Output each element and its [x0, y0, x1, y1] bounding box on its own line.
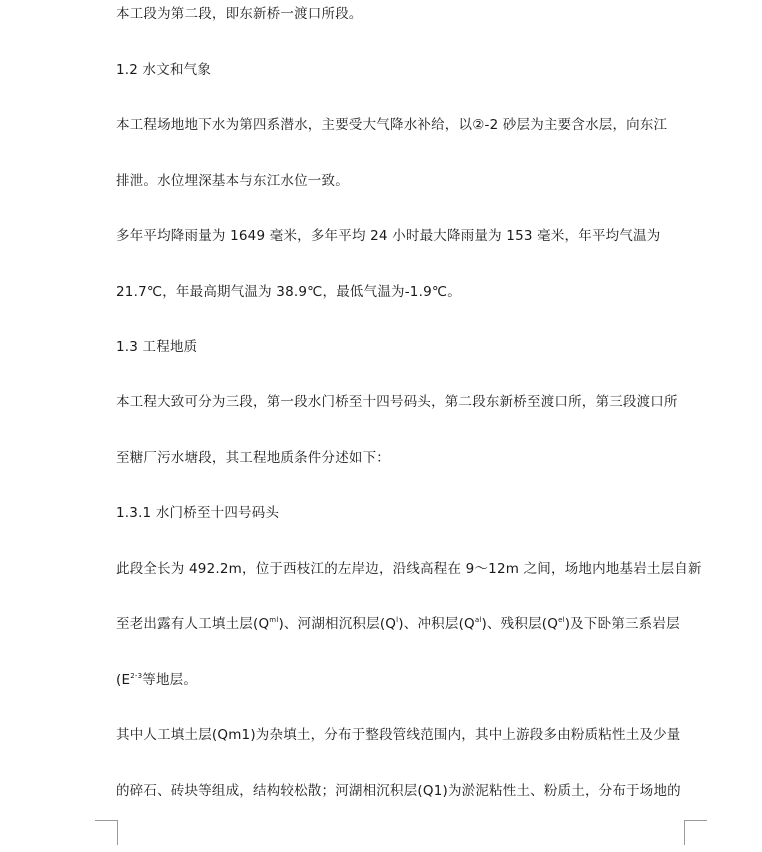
paragraph-line: 本工段为第二段，即东新桥一渡口所段。 — [116, 6, 363, 22]
strata-superscript: el — [558, 616, 565, 624]
paragraph-line: 本工程大致可分为三段，第一段水门桥至十四号码头，第二段东新桥至渡口所，第三段渡口所 — [116, 394, 678, 410]
strata-text: 等地层。 — [142, 672, 198, 688]
strata-text: )、残积层(Q — [481, 616, 559, 632]
page-corner-mark-left — [95, 820, 118, 845]
strata-superscript: al — [474, 616, 482, 624]
subsection-heading: 1.3.1 水门桥至十四号码头 — [116, 505, 280, 521]
paragraph-line: 至糖厂污水塘段，其工程地质条件分述如下： — [116, 450, 390, 466]
paragraph-line: 21.7℃，年最高期气温为 38.9℃，最低气温为-1.9℃。 — [116, 284, 461, 300]
strata-line — [116, 670, 197, 690]
section-heading: 1.2 水文和气象 — [116, 62, 212, 78]
paragraph-line: 本工程场地地下水为第四系潜水，主要受大气降水补给，以②-2 砂层为主要含水层，向东江 — [116, 117, 668, 133]
section-heading: 1.3 工程地质 — [116, 339, 198, 355]
strata-text: 至老出露有人工填土层(Q — [116, 616, 270, 632]
strata-superscript: 2-3 — [130, 672, 143, 680]
strata-text: (E — [116, 672, 131, 688]
strata-superscript: l — [396, 616, 399, 624]
strata-text: )、冲积层(Q — [398, 616, 475, 632]
strata-text: )及下卧第三系岩层 — [564, 616, 680, 632]
strata-text: )、河湖相沉积层(Q — [278, 616, 397, 632]
paragraph-line: 的碎石、砖块等组成，结构较松散；河湖相沉积层(Q1)为淤泥粘性土、粉质土，分布于场地的 — [116, 783, 681, 799]
paragraph-line: 此段全长为 492.2m，位于西枝江的左岸边，沿线高程在 9～12m 之间，场地内地基岩土层自新 — [116, 561, 702, 577]
paragraph-line: 其中人工填土层(Qm1)为杂填土，分布于整段管线范围内，其中上游段多由粉质粘性土及少量 — [116, 727, 681, 743]
page-corner-mark-right — [684, 820, 707, 845]
strata-line — [116, 614, 680, 634]
strata-superscript: ml — [269, 616, 279, 624]
paragraph-line: 排泄。水位埋深基本与东江水位一致。 — [116, 173, 349, 189]
paragraph-line: 多年平均降雨量为 1649 毫米，多年平均 24 小时最大降雨量为 153 毫米，年平均气温为 — [116, 228, 661, 244]
